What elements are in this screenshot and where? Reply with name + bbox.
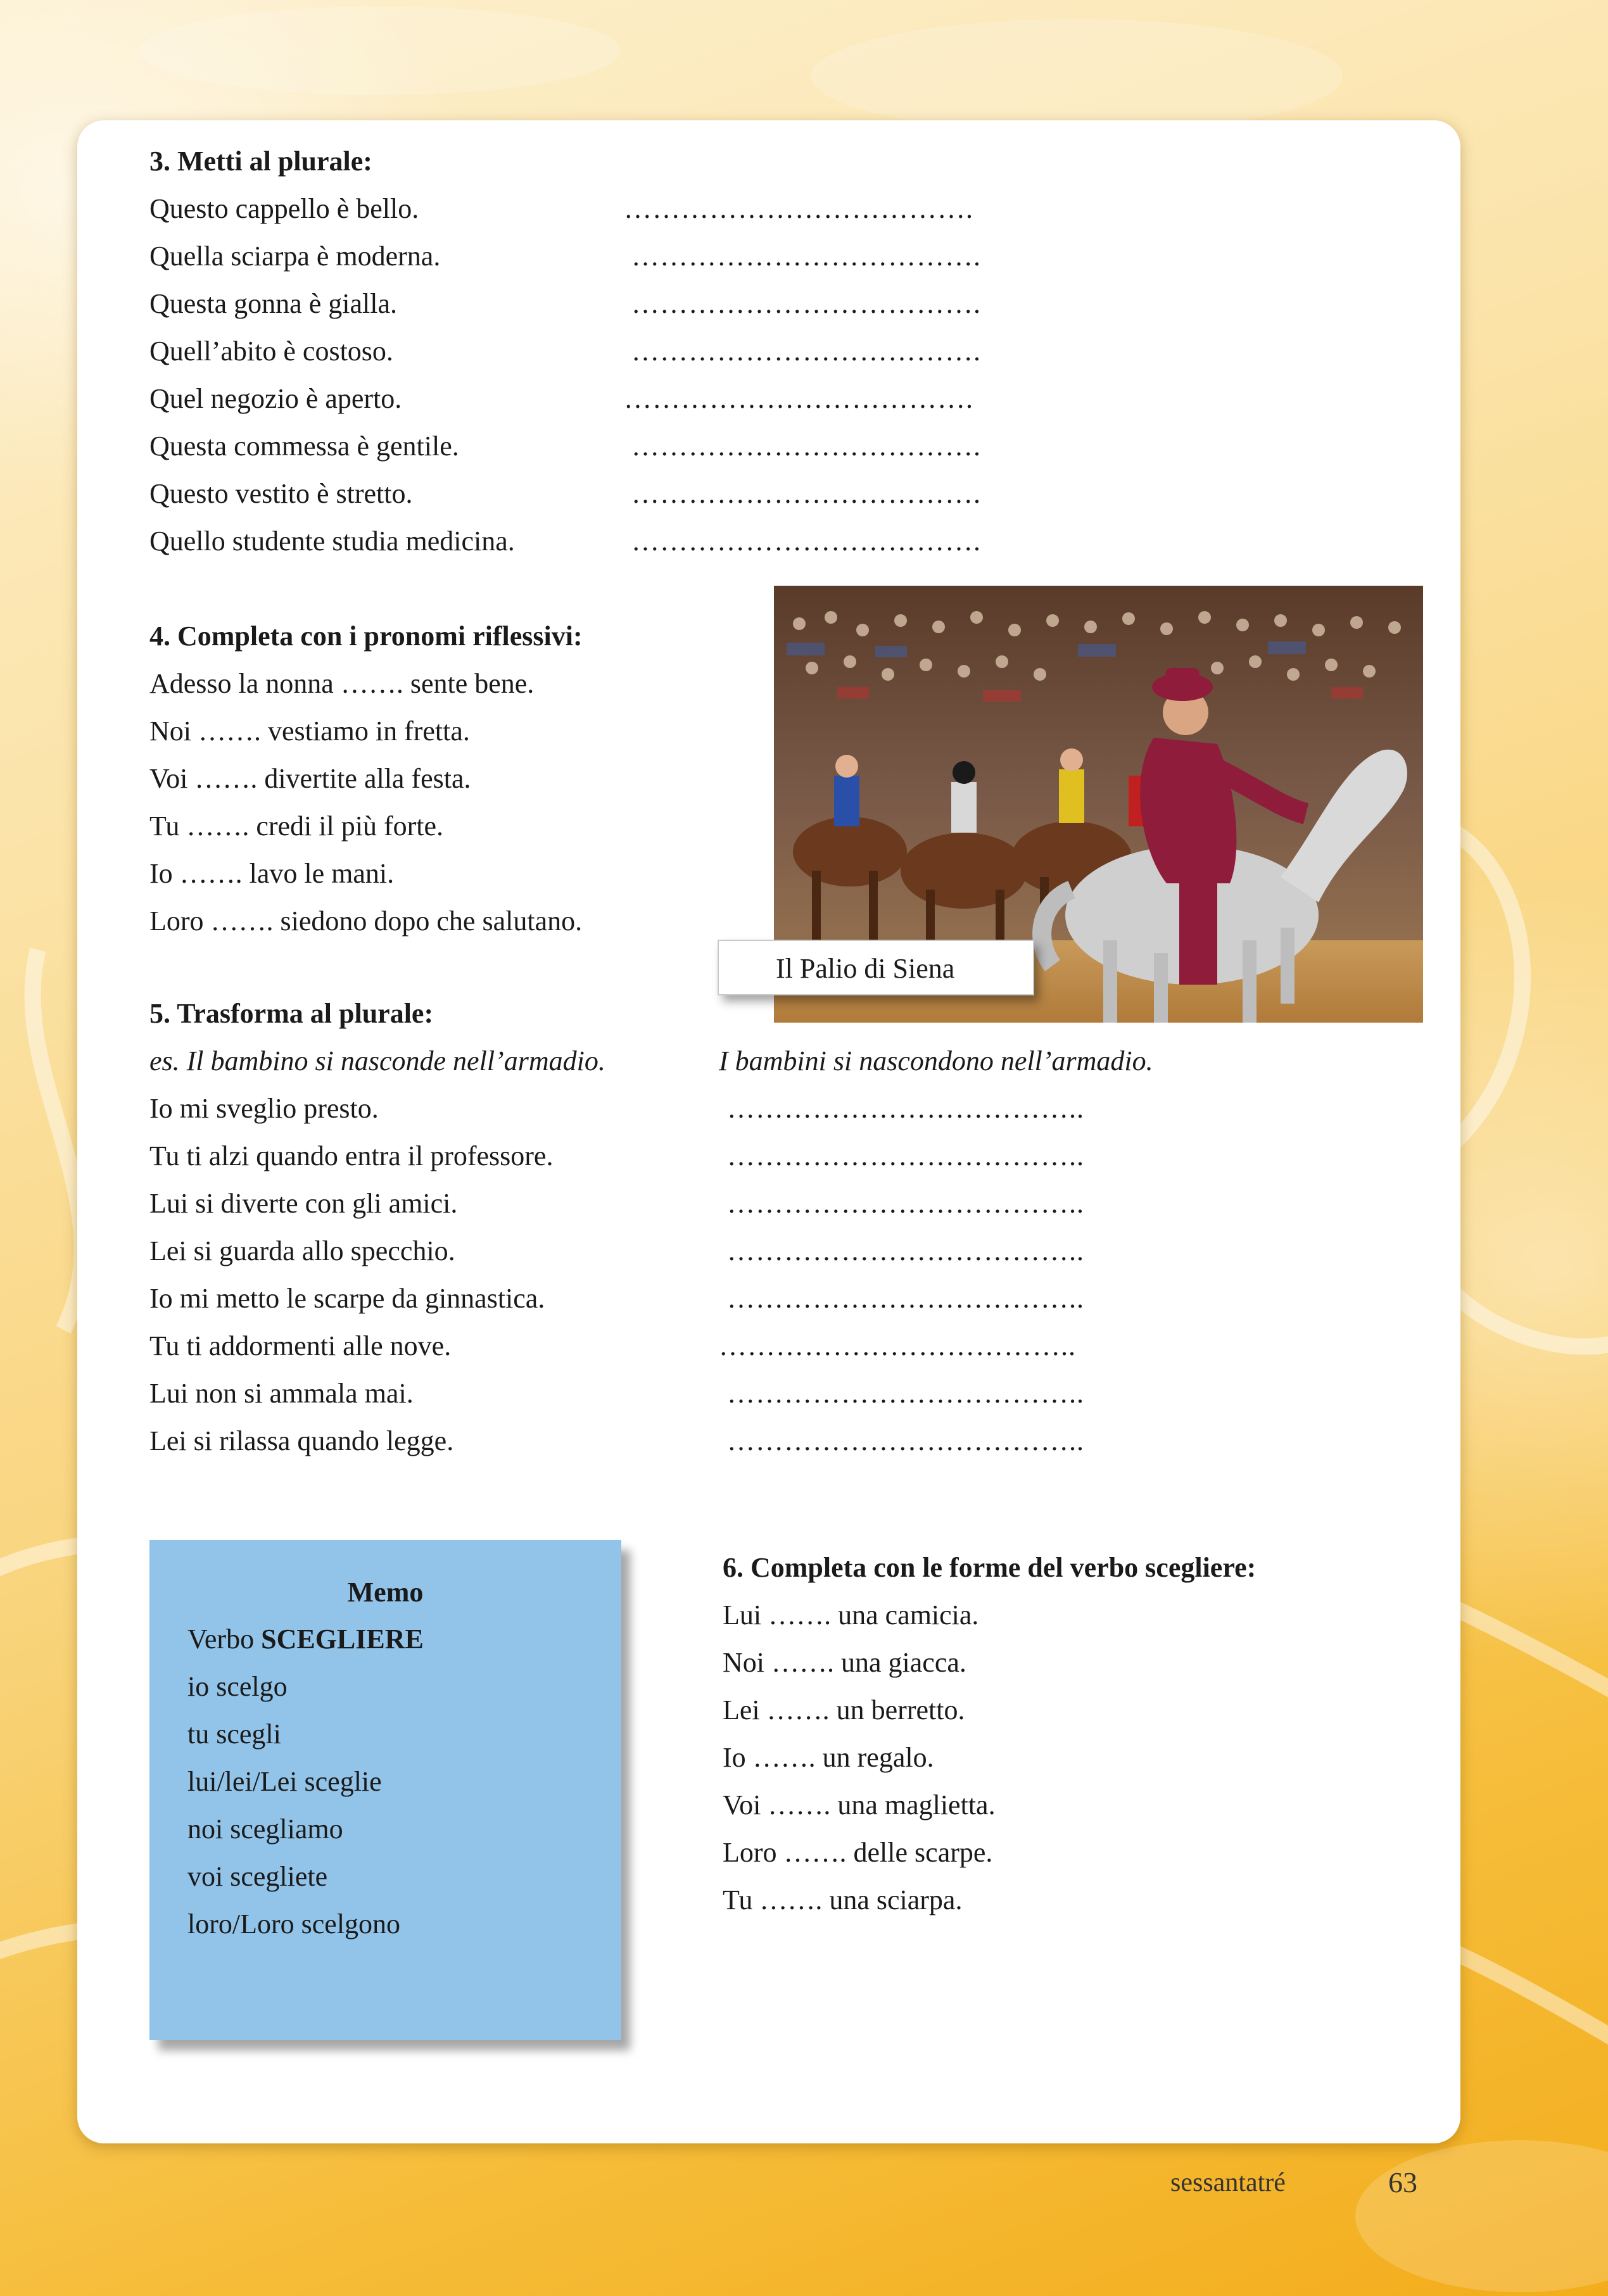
exercise-3-item: Quel negozio è aperto.: [149, 383, 402, 414]
answer-blank[interactable]: ………………………………..: [727, 1378, 1084, 1409]
exercise-6-item: Lui ……. una camicia.: [723, 1599, 979, 1631]
memo-verb-prefix: Verbo: [187, 1624, 262, 1655]
exercise-3-item: Quello studente studia medicina.: [149, 526, 515, 557]
memo-form: voi scegliete: [187, 1861, 328, 1892]
exercise-6-item: Voi ……. una maglietta.: [723, 1789, 996, 1820]
memo-form: loro/Loro scelgono: [187, 1908, 401, 1940]
exercise-6-item: Io ……. un regalo.: [723, 1742, 934, 1773]
exercise-6-item: Noi ……. una giacca.: [723, 1647, 966, 1678]
memo-form: io scelgo: [187, 1671, 288, 1702]
exercise-3-item: Questo vestito è stretto.: [149, 478, 413, 509]
exercise-3-title: 3. Metti al plurale:: [149, 146, 372, 177]
answer-blank[interactable]: ………………………………..: [727, 1283, 1084, 1314]
page-number-word: sessantatré: [1170, 2168, 1286, 2197]
exercise-4-item: Io ……. lavo le mani.: [149, 858, 395, 889]
exercise-5-item: Io mi metto le scarpe da ginnastica.: [149, 1283, 545, 1314]
exercise-4-item: Adesso la nonna ……. sente bene.: [149, 668, 535, 699]
answer-blank[interactable]: ……………………………….: [631, 241, 981, 272]
exercise-4-item: Tu ……. credi il più forte.: [149, 811, 443, 842]
exercise-6-item: Tu ……. una sciarpa.: [723, 1884, 963, 1915]
page-number: 63: [1388, 2166, 1417, 2198]
answer-blank[interactable]: ……………………………….: [624, 193, 973, 224]
memo-title: Memo: [347, 1577, 424, 1608]
exercise-5-item: Lei si rilassa quando legge.: [149, 1425, 454, 1456]
exercise-4-item: Noi ……. vestiamo in fretta.: [149, 716, 470, 747]
exercise-5-item: Lui non si ammala mai.: [149, 1378, 414, 1409]
exercise-4-title: 4. Completa con i pronomi riflessivi:: [149, 621, 583, 652]
exercise-4-item: Voi ……. divertite alla festa.: [149, 763, 471, 794]
answer-blank[interactable]: ………………………………..: [727, 1235, 1084, 1266]
answer-blank[interactable]: ……………………………….: [631, 336, 981, 367]
memo-box: [149, 1540, 621, 2040]
exercise-6-title: 6. Completa con le forme del verbo scegliere:: [723, 1552, 1257, 1583]
exercise-6-item: Loro ……. delle scarpe.: [723, 1837, 993, 1868]
exercise-6-item: Lei ……. un berretto.: [723, 1694, 965, 1725]
answer-blank[interactable]: ……………………………….: [631, 478, 981, 509]
exercise-5-item: Lui si diverte con gli amici.: [149, 1188, 458, 1219]
answer-blank[interactable]: ………………………………..: [727, 1140, 1084, 1171]
memo-form: noi scegliamo: [187, 1813, 343, 1845]
exercise-5-item: Tu ti alzi quando entra il professore.: [149, 1140, 554, 1171]
exercise-3-item: Questa gonna è gialla.: [149, 288, 397, 319]
memo-form: lui/lei/Lei sceglie: [187, 1766, 382, 1797]
exercise-5-item: Tu ti addormenti alle nove.: [149, 1330, 452, 1361]
answer-blank[interactable]: ………………………………..: [719, 1330, 1076, 1361]
exercise-5-example-answer: I bambini si nascondono nell’armadio.: [719, 1045, 1153, 1076]
photo-caption: Il Palio di Siena: [718, 940, 1034, 995]
answer-blank[interactable]: ……………………………….: [624, 383, 973, 414]
exercise-5-title: 5. Trasforma al plurale:: [149, 998, 434, 1029]
exercise-3-item: Quella sciarpa è moderna.: [149, 241, 441, 272]
exercise-5-item: Lei si guarda allo specchio.: [149, 1235, 455, 1266]
exercise-5-item: Io mi sveglio presto.: [149, 1093, 379, 1124]
exercise-3-item: Questa commessa è gentile.: [149, 431, 459, 462]
exercise-3-item: Questo cappello è bello.: [149, 193, 419, 224]
answer-blank[interactable]: ………………………………..: [727, 1093, 1084, 1124]
answer-blank[interactable]: ………………………………..: [727, 1188, 1084, 1219]
memo-form: tu scegli: [187, 1719, 281, 1750]
answer-blank[interactable]: ……………………………….: [631, 288, 981, 319]
exercise-3-item: Quell’abito è costoso.: [149, 336, 393, 367]
exercise-5-example: es. Il bambino si nasconde nell’armadio.: [149, 1045, 605, 1076]
memo-verb-line: [187, 1621, 424, 1658]
memo-verb: SCEGLIERE: [261, 1624, 424, 1655]
exercise-4-item: Loro ……. siedono dopo che salutano.: [149, 905, 583, 937]
answer-blank[interactable]: ……………………………….: [631, 431, 981, 462]
answer-blank[interactable]: ……………………………….: [631, 526, 981, 557]
answer-blank[interactable]: ………………………………..: [727, 1425, 1084, 1456]
